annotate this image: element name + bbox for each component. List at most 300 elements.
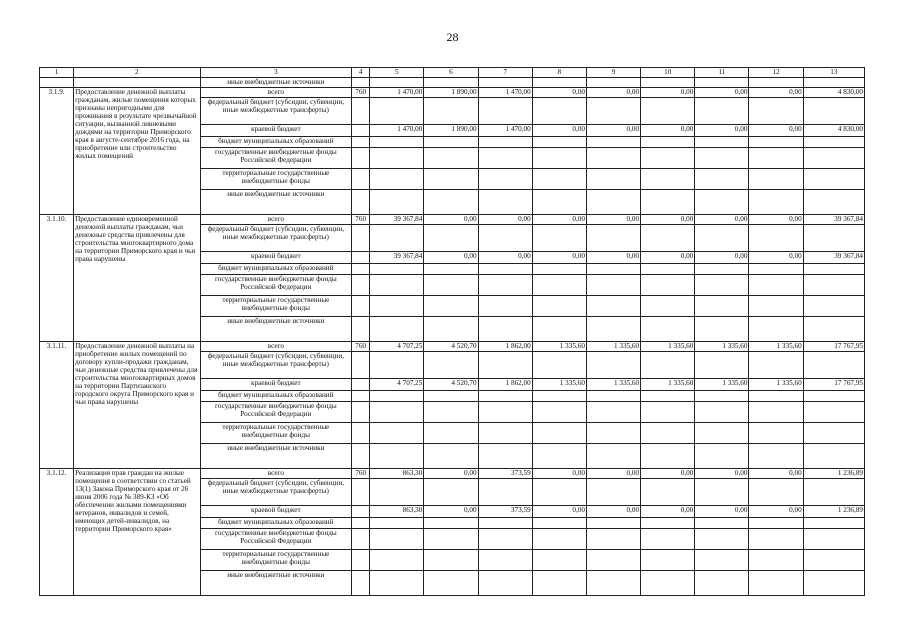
value-cell (695, 317, 749, 342)
value-cell: 0,00 (749, 125, 803, 137)
item-code: 3.1.9. (40, 88, 74, 215)
value-cell (803, 529, 864, 550)
value-cell (641, 275, 695, 296)
value-cell (749, 225, 803, 252)
value-cell: 0,00 (532, 506, 586, 518)
value-cell (424, 137, 478, 148)
value-cell: 1 236,89 (803, 506, 864, 518)
table-cell (641, 78, 695, 88)
value-cell (478, 352, 532, 379)
value-cell (532, 169, 586, 190)
value-cell (532, 518, 586, 529)
value-cell (586, 275, 640, 296)
grbs-code (352, 391, 370, 402)
value-cell: 0,00 (532, 125, 586, 137)
header-cell: 6 (424, 68, 478, 78)
value-cell (586, 264, 640, 275)
grbs-code: 760 (352, 215, 370, 225)
grbs-code (352, 402, 370, 423)
value-cell (478, 402, 532, 423)
value-cell: 4 830,00 (803, 125, 864, 137)
value-cell (370, 550, 424, 571)
grbs-code (352, 550, 370, 571)
grbs-code (352, 98, 370, 125)
value-cell: 1 335,60 (586, 342, 640, 352)
value-cell (803, 148, 864, 169)
grbs-code: 760 (352, 469, 370, 479)
value-cell (695, 296, 749, 317)
value-cell (424, 391, 478, 402)
value-cell (749, 479, 803, 506)
value-cell (695, 275, 749, 296)
value-cell: 373,59 (478, 469, 532, 479)
source-cell: краевой бюджет (200, 125, 352, 137)
source-cell: федеральный бюджет (субсидии, субвенции, иные межбюджетные трансферты) (200, 225, 352, 252)
continuation-row (40, 78, 865, 88)
value-cell: 0,00 (749, 252, 803, 264)
source-cell: территориальные государственные внебюджетные фонды (200, 423, 352, 444)
value-cell (424, 423, 478, 444)
grbs-code (352, 169, 370, 190)
value-cell (532, 529, 586, 550)
value-cell (586, 169, 640, 190)
value-cell (478, 190, 532, 215)
value-cell (532, 148, 586, 169)
value-cell: 17 767,95 (803, 342, 864, 352)
header-cell: 11 (695, 68, 749, 78)
value-cell (641, 137, 695, 148)
value-cell (641, 169, 695, 190)
value-cell (586, 317, 640, 342)
value-cell (695, 225, 749, 252)
header-cell: 7 (478, 68, 532, 78)
value-cell: 17 767,95 (803, 379, 864, 391)
value-cell (586, 352, 640, 379)
value-cell: 0,00 (641, 88, 695, 98)
value-cell (803, 402, 864, 423)
value-cell (803, 98, 864, 125)
value-cell (532, 402, 586, 423)
value-cell (370, 444, 424, 469)
source-cell: территориальные государственные внебюджетные фонды (200, 169, 352, 190)
value-cell (370, 98, 424, 125)
page-number: 28 (446, 30, 459, 44)
value-cell (370, 275, 424, 296)
value-cell (478, 317, 532, 342)
item-code: 3.1.12. (40, 469, 74, 596)
value-cell (370, 571, 424, 596)
value-cell (478, 137, 532, 148)
value-cell (424, 479, 478, 506)
value-cell: 0,00 (695, 469, 749, 479)
value-cell (586, 190, 640, 215)
value-cell (749, 352, 803, 379)
table-cell (803, 78, 864, 88)
value-cell: 1 335,60 (641, 342, 695, 352)
table-row (40, 469, 865, 479)
value-cell (641, 529, 695, 550)
value-cell (749, 148, 803, 169)
item-code: 3.1.11. (40, 342, 74, 469)
value-cell (695, 169, 749, 190)
grbs-code (352, 190, 370, 215)
value-cell (532, 225, 586, 252)
table-cell (749, 78, 803, 88)
grbs-code (352, 275, 370, 296)
source-cell: краевой бюджет (200, 506, 352, 518)
source-cell: федеральный бюджет (субсидии, субвенции, иные межбюджетные трансферты) (200, 352, 352, 379)
grbs-code: 760 (352, 88, 370, 98)
value-cell (478, 98, 532, 125)
header-cell: 12 (749, 68, 803, 78)
table-row (40, 215, 865, 225)
value-cell (641, 444, 695, 469)
value-cell (586, 444, 640, 469)
value-cell (695, 423, 749, 444)
value-cell (749, 275, 803, 296)
value-cell (695, 402, 749, 423)
value-cell: 0,00 (424, 215, 478, 225)
table-cell (352, 78, 370, 88)
grbs-code (352, 317, 370, 342)
value-cell (803, 296, 864, 317)
value-cell (424, 518, 478, 529)
value-cell (803, 571, 864, 596)
value-cell: 1 335,60 (641, 379, 695, 391)
value-cell: 1 335,60 (532, 342, 586, 352)
item-name: Реализация прав граждан на жилые помещения в соответствии со статьей 13(1) Закона Приморского края от 26 июня 2006 года № 389-КЗ «Об обеспечении жилыми помещениями ветеранов, инвалидов и семей, имеющих детей-инвалидов, на территории Приморского края» (74, 469, 200, 596)
value-cell: 4 830,00 (803, 88, 864, 98)
source-cell: иные внебюджетные источники (200, 78, 352, 88)
value-cell (370, 225, 424, 252)
value-cell (478, 479, 532, 506)
header-cell: 4 (352, 68, 370, 78)
grbs-code (352, 571, 370, 596)
value-cell: 0,00 (749, 506, 803, 518)
value-cell (641, 264, 695, 275)
value-cell: 0,00 (532, 469, 586, 479)
grbs-code (352, 479, 370, 506)
value-cell: 0,00 (695, 88, 749, 98)
value-cell: 1 470,00 (478, 125, 532, 137)
table-cell (695, 78, 749, 88)
value-cell (370, 264, 424, 275)
value-cell: 0,00 (695, 125, 749, 137)
value-cell (803, 550, 864, 571)
value-cell (478, 423, 532, 444)
value-cell (370, 518, 424, 529)
value-cell (478, 550, 532, 571)
value-cell (370, 190, 424, 215)
value-cell (532, 190, 586, 215)
value-cell (424, 275, 478, 296)
value-cell (749, 169, 803, 190)
value-cell (478, 296, 532, 317)
value-cell (424, 148, 478, 169)
grbs-code (352, 352, 370, 379)
value-cell: 0,00 (641, 252, 695, 264)
value-cell: 4 707,25 (370, 379, 424, 391)
value-cell (424, 529, 478, 550)
value-cell (586, 137, 640, 148)
value-cell: 1 862,00 (478, 342, 532, 352)
value-cell (749, 296, 803, 317)
source-cell: иные внебюджетные источники (200, 571, 352, 596)
grbs-code (352, 125, 370, 137)
value-cell (586, 571, 640, 596)
value-cell (424, 190, 478, 215)
value-cell (803, 264, 864, 275)
value-cell (424, 550, 478, 571)
value-cell (641, 225, 695, 252)
value-cell (641, 550, 695, 571)
value-cell (695, 352, 749, 379)
value-cell (370, 296, 424, 317)
value-cell (424, 402, 478, 423)
value-cell (424, 98, 478, 125)
header-cell: 13 (803, 68, 864, 78)
source-cell: иные внебюджетные источники (200, 444, 352, 469)
value-cell (749, 423, 803, 444)
value-cell (749, 264, 803, 275)
value-cell (478, 391, 532, 402)
value-cell: 0,00 (532, 88, 586, 98)
value-cell (641, 98, 695, 125)
value-cell: 1 335,60 (586, 379, 640, 391)
value-cell (803, 444, 864, 469)
grbs-code (352, 379, 370, 391)
source-cell: федеральный бюджет (субсидии, субвенции, иные межбюджетные трансферты) (200, 98, 352, 125)
value-cell (749, 402, 803, 423)
value-cell (749, 190, 803, 215)
value-cell (695, 444, 749, 469)
header-cell: 10 (641, 68, 695, 78)
value-cell (803, 169, 864, 190)
value-cell (478, 571, 532, 596)
value-cell (803, 317, 864, 342)
value-cell (424, 169, 478, 190)
value-cell: 863,30 (370, 506, 424, 518)
value-cell (641, 296, 695, 317)
value-cell (370, 169, 424, 190)
value-cell (370, 529, 424, 550)
table-row (40, 342, 865, 352)
header-cell: 8 (532, 68, 586, 78)
grbs-code (352, 264, 370, 275)
value-cell: 0,00 (424, 252, 478, 264)
grbs-code (352, 529, 370, 550)
source-cell: всего (200, 342, 352, 352)
source-cell: краевой бюджет (200, 379, 352, 391)
value-cell (695, 98, 749, 125)
value-cell: 0,00 (695, 252, 749, 264)
source-cell: бюджет муниципальных образований (200, 518, 352, 529)
value-cell (749, 529, 803, 550)
value-cell: 0,00 (695, 506, 749, 518)
value-cell: 1 470,00 (370, 88, 424, 98)
value-cell (370, 137, 424, 148)
value-cell (695, 550, 749, 571)
value-cell (803, 391, 864, 402)
budget-table (39, 67, 865, 596)
value-cell: 1 335,60 (532, 379, 586, 391)
header-row (40, 68, 865, 78)
value-cell (532, 479, 586, 506)
grbs-code (352, 296, 370, 317)
value-cell: 0,00 (586, 88, 640, 98)
value-cell (370, 402, 424, 423)
source-cell: иные внебюджетные источники (200, 190, 352, 215)
value-cell (532, 264, 586, 275)
value-cell (586, 225, 640, 252)
value-cell (478, 225, 532, 252)
value-cell: 0,00 (641, 125, 695, 137)
table-cell (586, 78, 640, 88)
value-cell: 0,00 (641, 469, 695, 479)
value-cell (532, 352, 586, 379)
value-cell (424, 296, 478, 317)
value-cell (641, 391, 695, 402)
header-cell: 9 (586, 68, 640, 78)
value-cell (532, 317, 586, 342)
value-cell (641, 518, 695, 529)
value-cell: 0,00 (695, 215, 749, 225)
value-cell (424, 264, 478, 275)
value-cell: 39 367,84 (803, 215, 864, 225)
source-cell: государственные внебюджетные фонды Российской Федерации (200, 275, 352, 296)
value-cell (586, 479, 640, 506)
value-cell (586, 402, 640, 423)
value-cell: 0,00 (586, 469, 640, 479)
value-cell (424, 225, 478, 252)
source-cell: федеральный бюджет (субсидии, субвенции, иные межбюджетные трансферты) (200, 479, 352, 506)
value-cell (586, 518, 640, 529)
value-cell (803, 352, 864, 379)
value-cell (586, 423, 640, 444)
value-cell (532, 444, 586, 469)
value-cell: 0,00 (749, 469, 803, 479)
value-cell: 0,00 (586, 125, 640, 137)
value-cell: 1 335,60 (695, 342, 749, 352)
source-cell: всего (200, 215, 352, 225)
value-cell (749, 98, 803, 125)
value-cell: 0,00 (424, 469, 478, 479)
value-cell (586, 391, 640, 402)
value-cell (803, 518, 864, 529)
value-cell (478, 518, 532, 529)
value-cell: 0,00 (478, 252, 532, 264)
value-cell (749, 317, 803, 342)
value-cell (532, 423, 586, 444)
value-cell: 0,00 (749, 88, 803, 98)
value-cell: 863,30 (370, 469, 424, 479)
value-cell (424, 444, 478, 469)
value-cell (370, 352, 424, 379)
item-code: 3.1.10. (40, 215, 74, 342)
value-cell (424, 352, 478, 379)
value-cell (586, 529, 640, 550)
value-cell: 1 335,60 (749, 342, 803, 352)
value-cell (478, 444, 532, 469)
value-cell: 0,00 (586, 215, 640, 225)
value-cell (641, 148, 695, 169)
grbs-code (352, 444, 370, 469)
value-cell (695, 529, 749, 550)
value-cell: 0,00 (641, 506, 695, 518)
value-cell (695, 190, 749, 215)
source-cell: всего (200, 469, 352, 479)
value-cell (370, 391, 424, 402)
value-cell (370, 479, 424, 506)
value-cell: 373,59 (478, 506, 532, 518)
value-cell (695, 137, 749, 148)
value-cell (695, 571, 749, 596)
grbs-code (352, 423, 370, 444)
value-cell (749, 137, 803, 148)
table-cell (478, 78, 532, 88)
value-cell (803, 275, 864, 296)
table-row (40, 88, 865, 98)
table-cell (40, 78, 74, 88)
source-cell: территориальные государственные внебюджетные фонды (200, 296, 352, 317)
grbs-code: 760 (352, 342, 370, 352)
value-cell (478, 169, 532, 190)
value-cell (803, 225, 864, 252)
value-cell (749, 518, 803, 529)
value-cell: 0,00 (478, 215, 532, 225)
value-cell (695, 479, 749, 506)
value-cell (532, 98, 586, 125)
value-cell (695, 148, 749, 169)
header-cell: 5 (370, 68, 424, 78)
value-cell (695, 518, 749, 529)
value-cell (586, 550, 640, 571)
value-cell (478, 148, 532, 169)
value-cell (478, 264, 532, 275)
value-cell (695, 264, 749, 275)
value-cell (749, 391, 803, 402)
value-cell (532, 137, 586, 148)
value-cell (803, 479, 864, 506)
value-cell: 1 862,00 (478, 379, 532, 391)
value-cell (586, 98, 640, 125)
value-cell (586, 148, 640, 169)
source-cell: государственные внебюджетные фонды Российской Федерации (200, 402, 352, 423)
value-cell (370, 148, 424, 169)
value-cell: 0,00 (532, 252, 586, 264)
grbs-code (352, 137, 370, 148)
value-cell: 1 236,89 (803, 469, 864, 479)
header-cell: 2 (74, 68, 200, 78)
source-cell: всего (200, 88, 352, 98)
value-cell (749, 550, 803, 571)
value-cell: 0,00 (424, 506, 478, 518)
value-cell: 4 520,70 (424, 379, 478, 391)
value-cell (803, 423, 864, 444)
item-name: Предоставление денежной выплаты на приобретение жилых помещений по договору купли-продажи гражданам, чьи денежные средства привлечены для строительства многоквартирных домов на территории Партизанского городского округа Приморского края и чьи права нарушены (74, 342, 200, 469)
value-cell (641, 402, 695, 423)
value-cell (641, 571, 695, 596)
value-cell: 1 335,60 (749, 379, 803, 391)
value-cell (641, 423, 695, 444)
value-cell: 1 470,00 (370, 125, 424, 137)
grbs-code (352, 252, 370, 264)
value-cell: 39 367,84 (803, 252, 864, 264)
value-cell (478, 529, 532, 550)
value-cell: 0,00 (749, 215, 803, 225)
grbs-code (352, 225, 370, 252)
value-cell (803, 137, 864, 148)
